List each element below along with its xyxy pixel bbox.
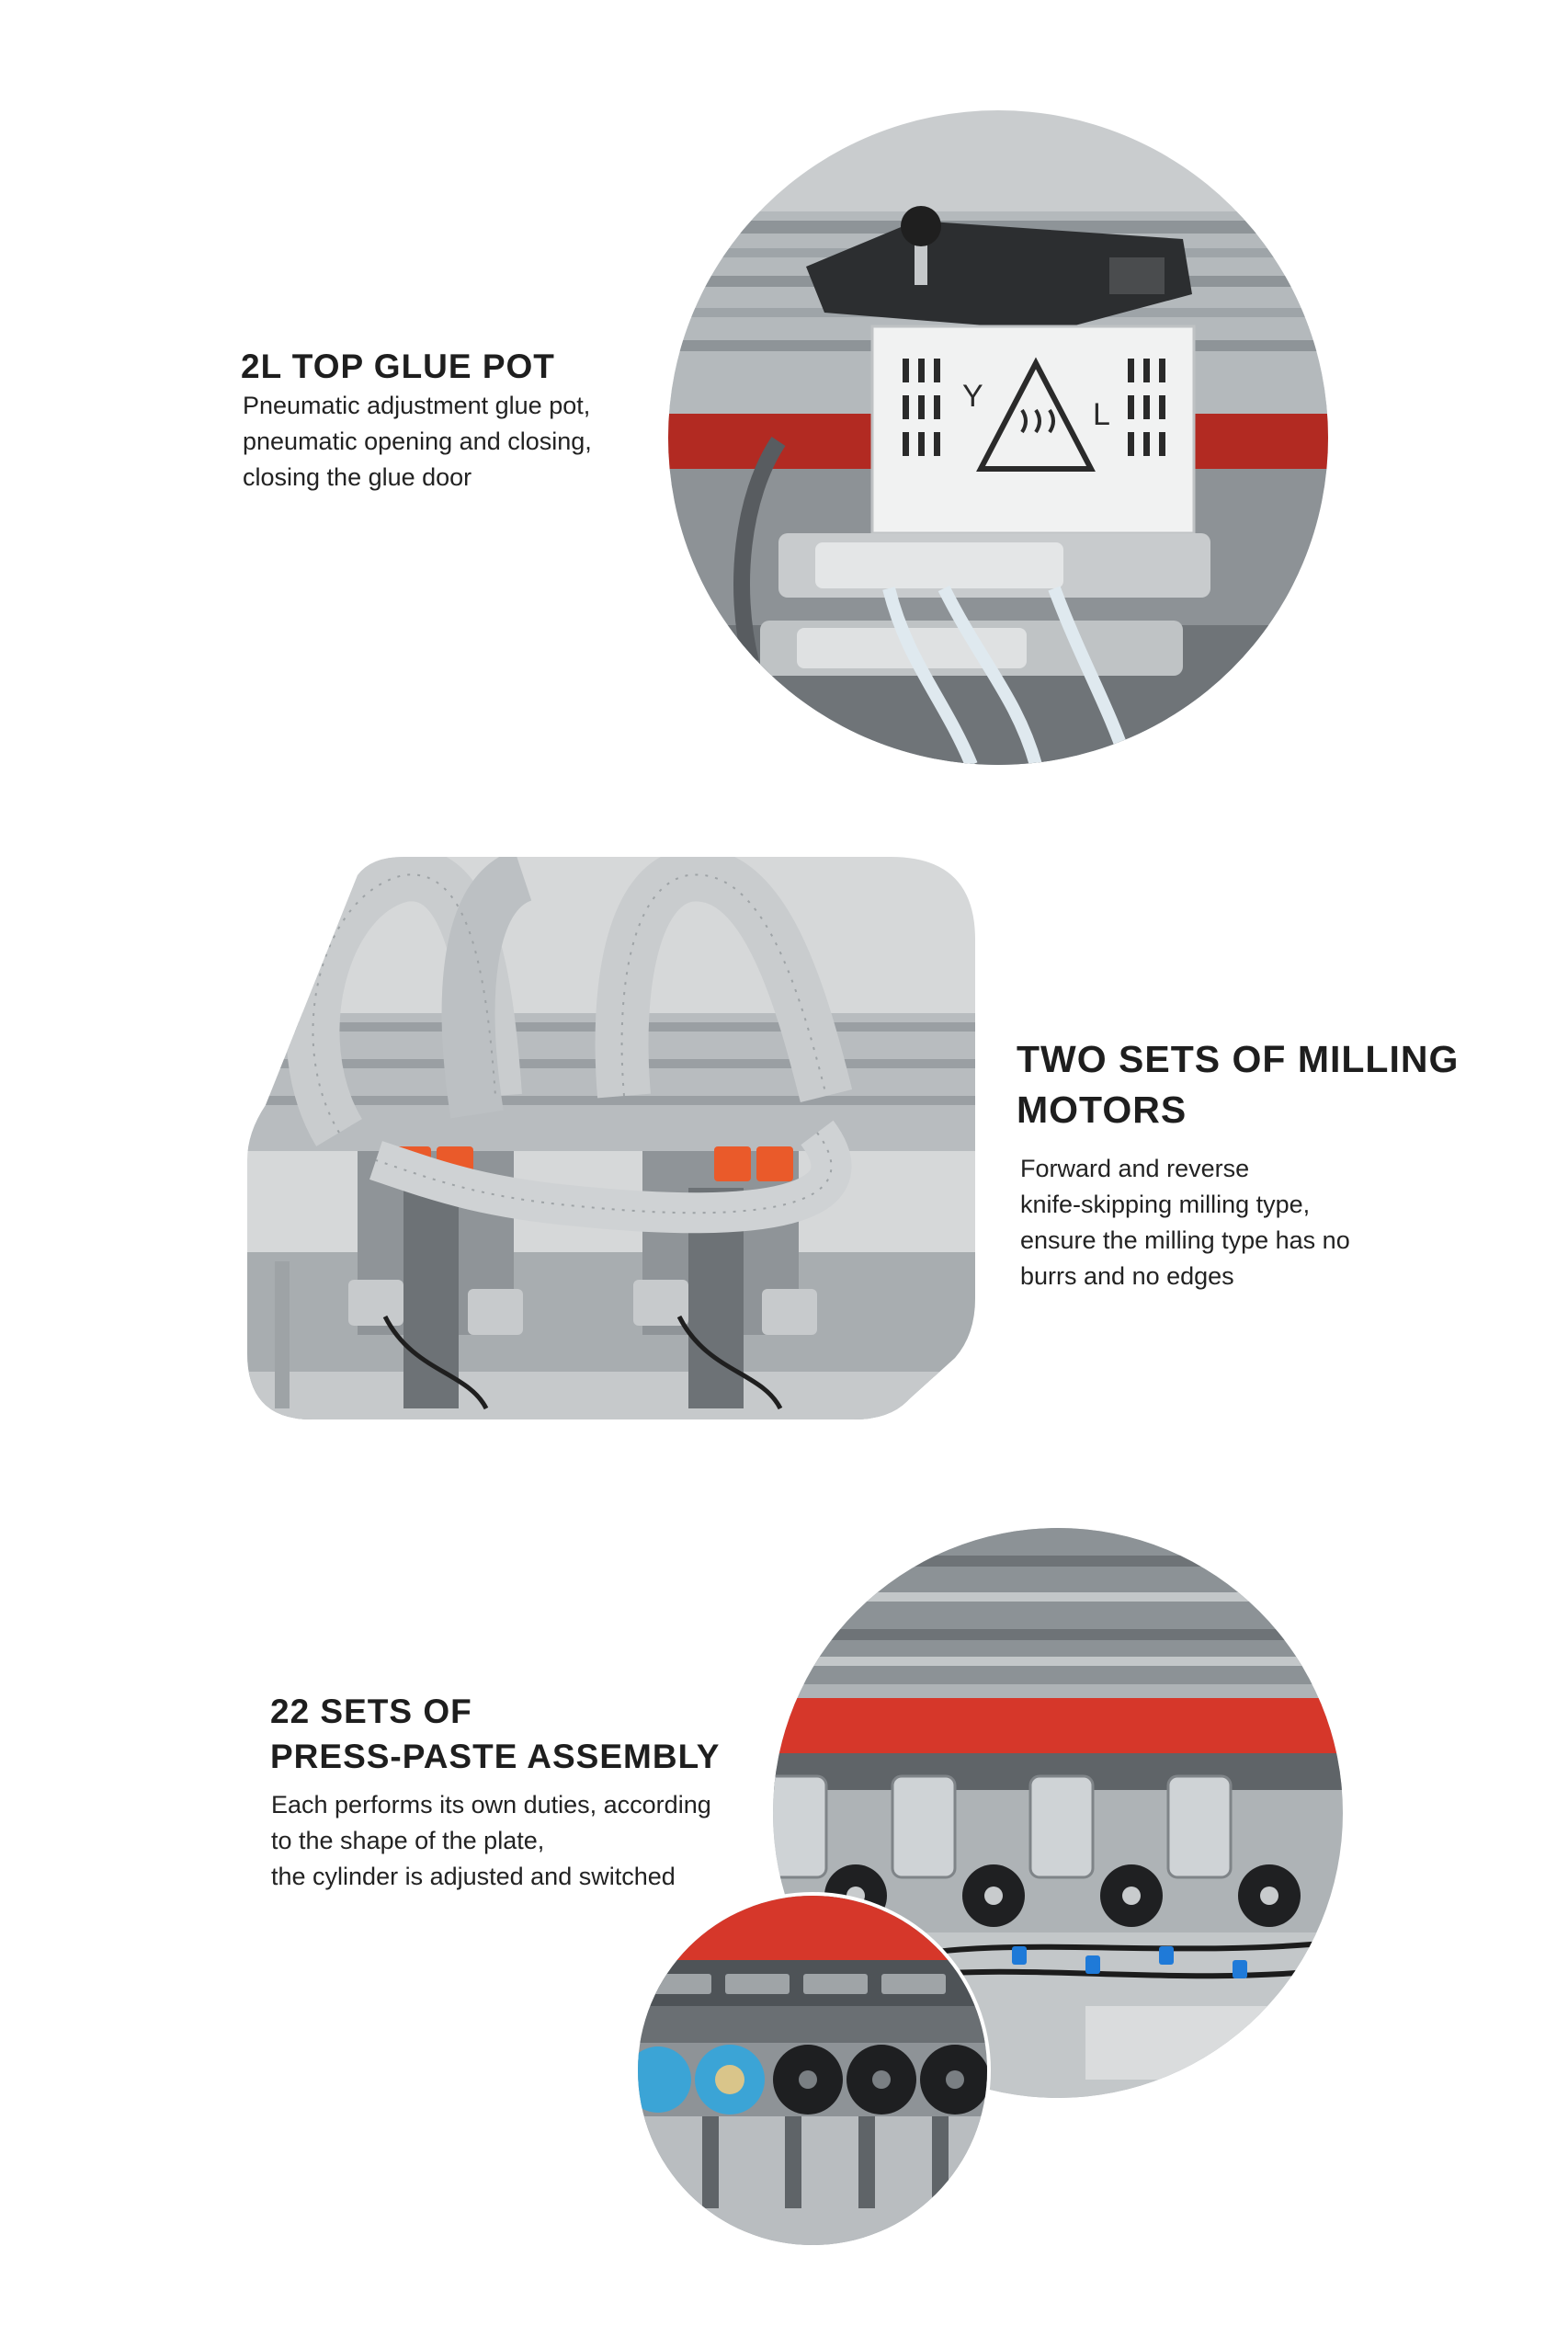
- glue-pot-photo: [668, 110, 1328, 765]
- milling-motors-title-line: TWO SETS OF MILLING: [1017, 1038, 1460, 1080]
- box-label-l: L: [1093, 397, 1110, 432]
- glue-pot-desc-line: Pneumatic adjustment glue pot,: [243, 392, 591, 419]
- press-paste-title-line: PRESS-PASTE ASSEMBLY: [270, 1737, 721, 1775]
- press-paste-illustration-detail: [638, 1896, 987, 2245]
- press-paste-title-line: 22 SETS OF: [270, 1693, 472, 1730]
- milling-motors-description: [1020, 1151, 1350, 1295]
- milling-motors-desc-line: Forward and reverse: [1020, 1155, 1250, 1182]
- milling-motors-desc-line: burrs and no edges: [1020, 1262, 1234, 1291]
- milling-motors-title: [1017, 1034, 1459, 1136]
- milling-motors-photo: [247, 857, 975, 1419]
- milling-motors-desc-line: knife-skipping milling type,: [1020, 1191, 1311, 1219]
- press-paste-desc-line: to the shape of the plate,: [271, 1827, 545, 1855]
- milling-motors-illustration: [247, 857, 975, 1419]
- press-paste-title: [270, 1690, 720, 1780]
- milling-motors-title-line: MOTORS: [1017, 1089, 1187, 1132]
- press-paste-desc-line: Each performs its own duties, according: [271, 1791, 711, 1818]
- press-paste-desc-line: the cylinder is adjusted and switched: [271, 1863, 676, 1891]
- glue-pot-desc-line: pneumatic opening and closing,: [243, 428, 592, 456]
- box-label-y: Y: [962, 379, 983, 414]
- press-paste-description: [271, 1787, 711, 1895]
- press-paste-photo-detail: [634, 1892, 991, 2249]
- glue-pot-desc-line: closing the glue door: [243, 463, 472, 492]
- milling-motors-desc-line: ensure the milling type has no: [1020, 1226, 1350, 1255]
- glue-pot-description: [243, 388, 592, 496]
- glue-pot-illustration: [668, 110, 1328, 765]
- glue-pot-title: 2L TOP GLUE POT: [241, 348, 555, 385]
